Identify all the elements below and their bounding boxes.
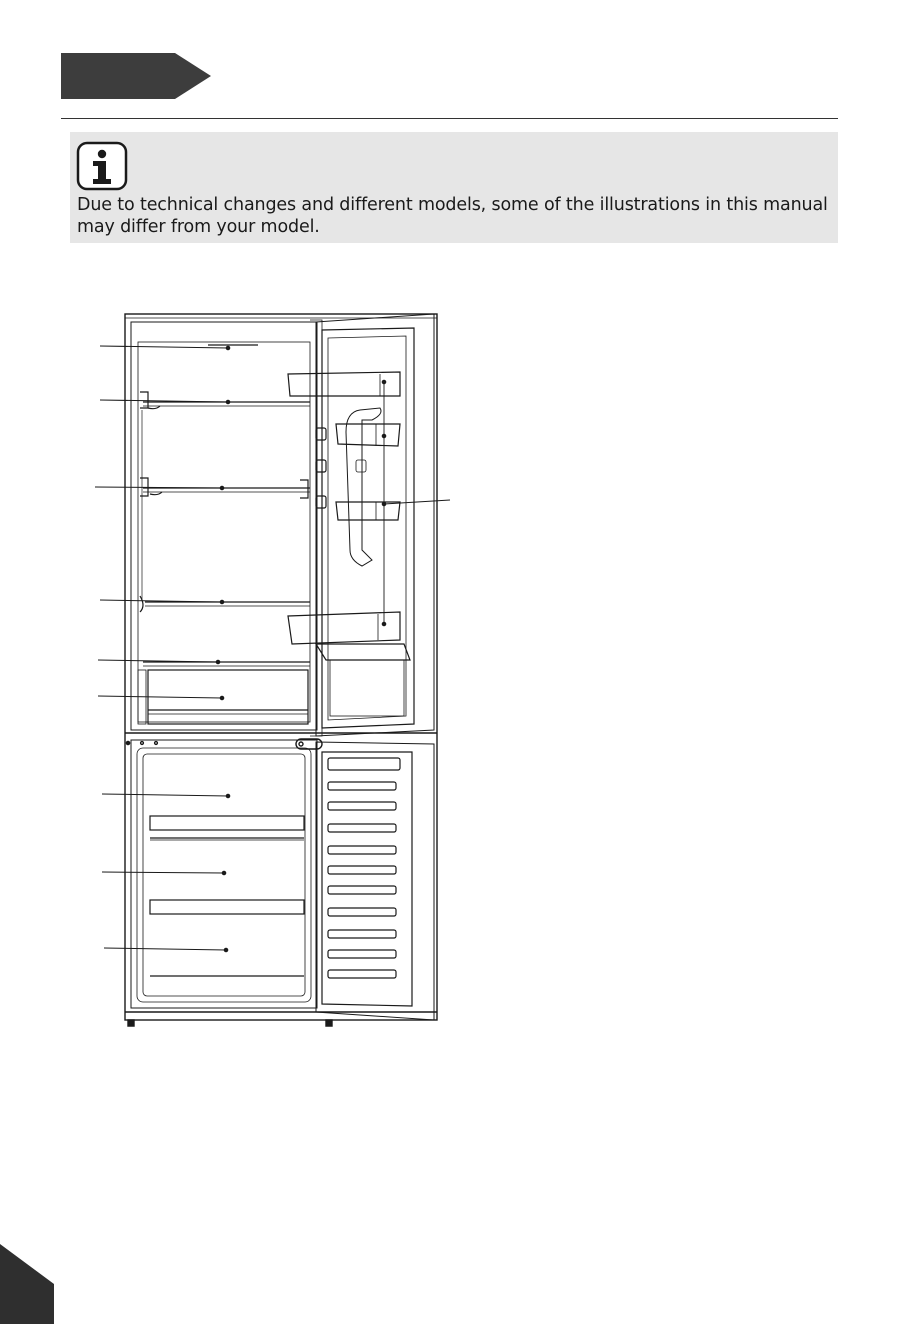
info-icon xyxy=(76,141,128,191)
page-corner-tab xyxy=(0,1244,54,1324)
freezer-door xyxy=(316,742,434,1020)
section-tab-arrow xyxy=(61,53,211,99)
fridge-shelves xyxy=(140,345,310,666)
info-notice xyxy=(70,132,838,243)
feet xyxy=(128,1020,332,1026)
info-notice-text: Due to technical changes and different models, some of the illustrations in this manual may differ from your model. xyxy=(77,195,828,237)
header-rule xyxy=(61,118,838,119)
fridge-freezer-illustration xyxy=(0,290,902,1050)
callout-leaders xyxy=(95,346,450,952)
